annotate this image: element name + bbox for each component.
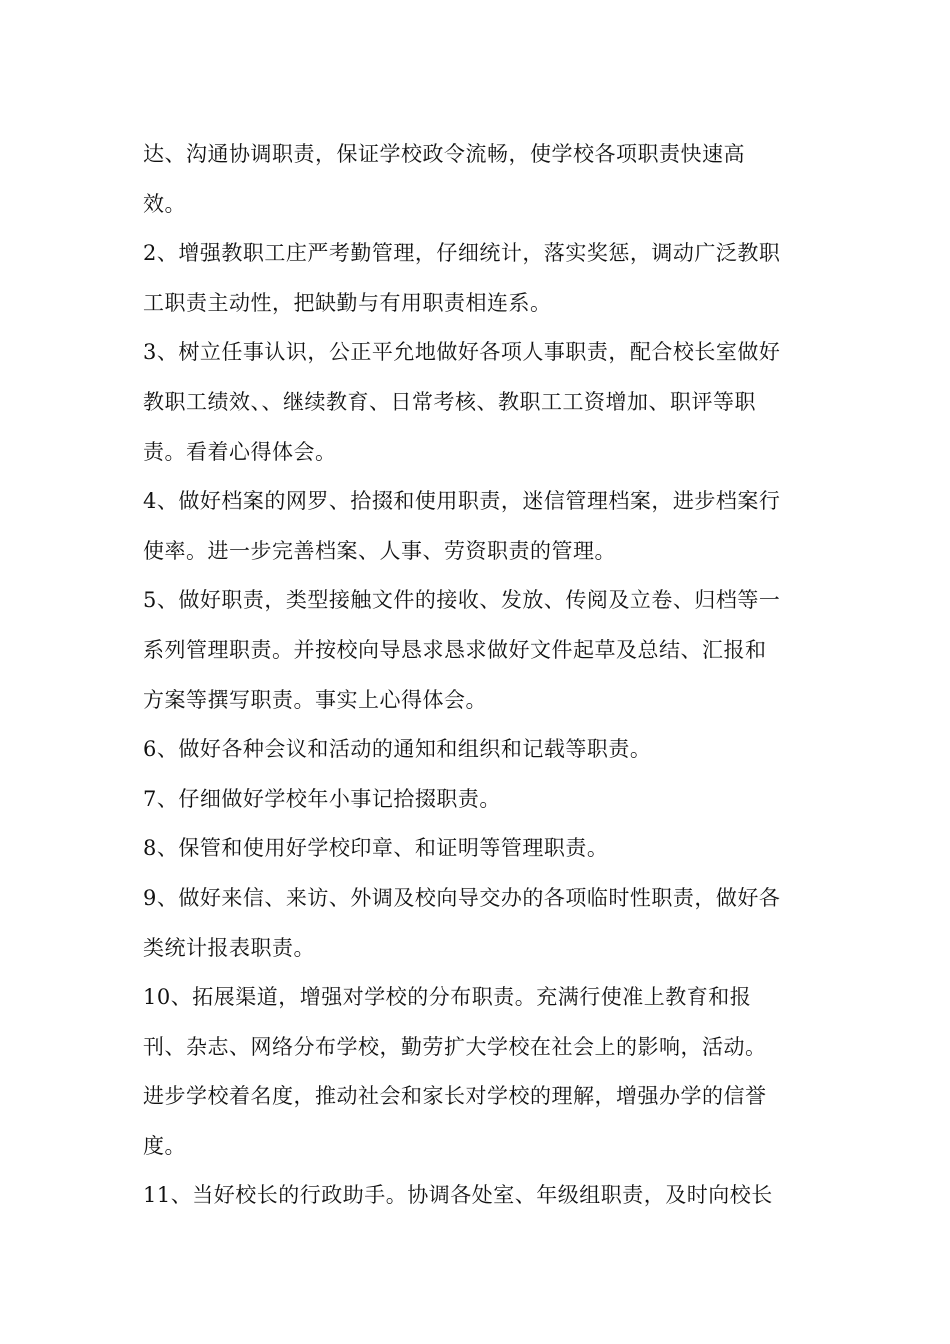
text-line: 系列管理职责。并按校向导恳求恳求做好文件起草及总结、汇报和 [143, 637, 767, 662]
text-line: 9、做好来信、来访、外调及校向导交办的各项临时性职责，做好各 [143, 885, 781, 910]
text-line: 效。 [143, 191, 186, 216]
text-line: 7、仔细做好学校年小事记拾掇职责。 [143, 786, 501, 811]
text-line: 度。 [143, 1133, 186, 1158]
text-line: 方案等撰写职责。事实上心得体会。 [143, 687, 487, 712]
text-line: 进步学校着名度，推动社会和家长对学校的理解，增强办学的信誉 [143, 1084, 767, 1109]
text-line: 教职工绩效、、继续教育、日常考核、教职工工资增加、职评等职 [143, 389, 756, 414]
text-line: 责。看着心得体会。 [143, 439, 337, 464]
text-line: 类统计报表职责。 [143, 935, 315, 960]
text-line: 8、保管和使用好学校印章、和证明等管理职责。 [143, 836, 609, 861]
text-line: 工职责主动性，把缺勤与有用职责相连系。 [143, 290, 552, 315]
text-line: 使率。进一步完善档案、人事、劳资职责的管理。 [143, 538, 616, 563]
text-line: 6、做好各种会议和活动的通知和组织和记载等职责。 [143, 737, 652, 762]
text-line: 达、沟通协调职责，保证学校政令流畅，使学校各项职责快速高 [143, 142, 745, 166]
text-line: 3、树立任事认识，公正平允地做好各项人事职责，配合校长室做好 [143, 340, 781, 365]
text-line: 4、做好档案的网罗、拾掇和使用职责，迷信管理档案，进步档案行 [143, 489, 781, 514]
text-line: 11、当好校长的行政助手。协调各处室、年级组职责，及时向校长 [143, 1183, 773, 1208]
text-line: 10、拓展渠道，增强对学校的分布职责。充满行使准上教育和报 [143, 985, 752, 1010]
text-line: 刊、杂志、网络分布学校，勤劳扩大学校在社会上的影响，活动。 [143, 1034, 767, 1059]
text-line: 5、做好职责，类型接触文件的接收、发放、传阅及立卷、归档等一 [143, 588, 781, 613]
document-body [143, 130, 813, 1221]
text-line: 2、增强教职工庄严考勤管理，仔细统计，落实奖惩，调动广泛教职 [143, 241, 781, 266]
